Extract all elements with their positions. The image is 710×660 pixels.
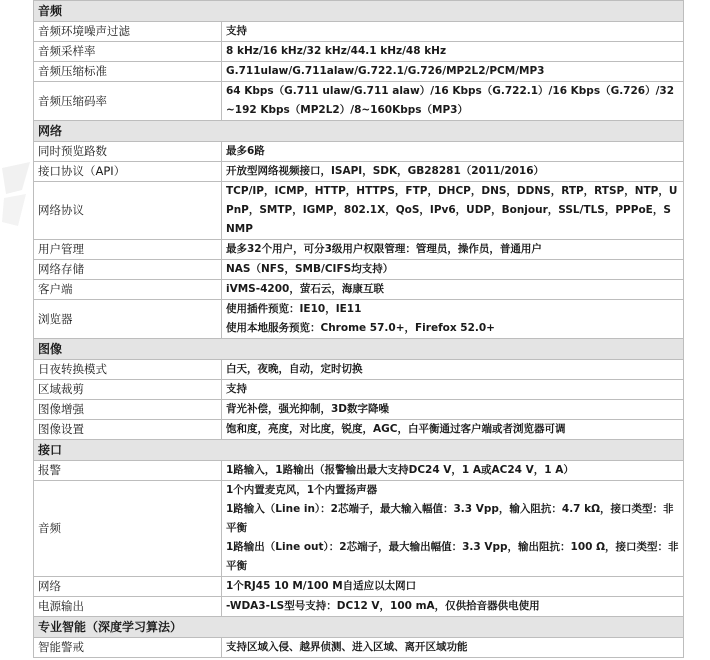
spec-value xyxy=(222,420,684,440)
spec-label: 用户管理 xyxy=(34,240,222,260)
spec-value xyxy=(222,638,684,658)
spec-label: 网络存储 xyxy=(34,260,222,280)
table-row xyxy=(34,182,684,240)
table-row xyxy=(34,481,684,577)
spec-label: 音频 xyxy=(34,481,222,577)
section-title: 专业智能（深度学习算法） xyxy=(34,617,684,638)
spec-value-line: 1个RJ45 10 M/100 M自适应以太网口 xyxy=(226,580,417,592)
spec-label: 日夜转换模式 xyxy=(34,360,222,380)
spec-value xyxy=(222,42,684,62)
spec-value xyxy=(222,400,684,420)
table-row xyxy=(34,42,684,62)
spec-table-body xyxy=(34,1,684,658)
spec-value-line: 使用本地服务预览：Chrome 57.0+，Firefox 52.0+ xyxy=(226,322,495,334)
spec-label: 电源输出 xyxy=(34,597,222,617)
section-title: 接口 xyxy=(34,440,684,461)
table-row xyxy=(34,400,684,420)
spec-value xyxy=(222,300,684,339)
spec-label: 接口协议（API） xyxy=(34,162,222,182)
spec-value xyxy=(222,162,684,182)
spec-label: 图像设置 xyxy=(34,420,222,440)
spec-value xyxy=(222,380,684,400)
section-title: 网络 xyxy=(34,121,684,142)
section-header xyxy=(34,617,684,638)
spec-value-line: 8 kHz/16 kHz/32 kHz/44.1 kHz/48 kHz xyxy=(226,45,447,57)
spec-value-line: G.711ulaw/G.711alaw/G.722.1/G.726/MP2L2/PCM/MP3 xyxy=(226,65,545,77)
section-title: 图像 xyxy=(34,339,684,360)
spec-value xyxy=(222,461,684,481)
spec-value-line: 白天，夜晚，自动，定时切换 xyxy=(226,363,363,375)
table-row xyxy=(34,62,684,82)
table-row xyxy=(34,280,684,300)
spec-value xyxy=(222,22,684,42)
table-row xyxy=(34,142,684,162)
spec-value xyxy=(222,62,684,82)
spec-value-line: 1路输入（Line in）：2芯端子，最大输入幅值：3.3 Vpp，输入阻抗：4.7 kΩ，接口类型：非平衡 xyxy=(226,503,674,534)
spec-value-line: 1路输入，1路输出（报警输出最大支持DC24 V，1 A或AC24 V，1 A） xyxy=(226,464,574,476)
spec-value-line: 饱和度，亮度，对比度，锐度，AGC，白平衡通过客户端或者浏览器可调 xyxy=(226,423,566,435)
brand-watermark-icon xyxy=(0,160,34,230)
spec-value-line: 1个内置麦克风，1个内置扬声器 xyxy=(226,484,378,496)
spec-value-line: NAS（NFS，SMB/CIFS均支持） xyxy=(226,263,394,275)
section-header xyxy=(34,121,684,142)
section-header xyxy=(34,440,684,461)
spec-label: 同时预览路数 xyxy=(34,142,222,162)
section-header xyxy=(34,1,684,22)
spec-table xyxy=(33,0,684,658)
spec-value-line: TCP/IP，ICMP，HTTP，HTTPS，FTP，DHCP，DNS，DDNS，RTP，RTSP，NTP，UPnP，SMTP，IGMP，802.1X，QoS，IPv6，UDP，Bonjour，SSL/TLS，PPPoE，SNMP xyxy=(226,185,678,235)
table-row xyxy=(34,240,684,260)
table-row xyxy=(34,380,684,400)
table-row xyxy=(34,260,684,280)
spec-label: 客户端 xyxy=(34,280,222,300)
spec-label: 图像增强 xyxy=(34,400,222,420)
spec-value-line: iVMS-4200，萤石云，海康互联 xyxy=(226,283,384,295)
spec-value xyxy=(222,260,684,280)
table-row xyxy=(34,577,684,597)
section-title: 音频 xyxy=(34,1,684,22)
spec-label: 音频压缩码率 xyxy=(34,82,222,121)
spec-value-line: 使用插件预览：IE10，IE11 xyxy=(226,303,362,315)
spec-value xyxy=(222,280,684,300)
table-row xyxy=(34,82,684,121)
spec-value-line: 1路输出（Line out）：2芯端子，最大输出幅值：3.3 Vpp，输出阻抗：100 Ω，接口类型：非平衡 xyxy=(226,541,679,572)
spec-value-line: 64 Kbps（G.711 ulaw/G.711 alaw）/16 Kbps（G.722.1）/16 Kbps（G.726）/32~192 Kbps（MP2L2）/8~160Kbps（MP3） xyxy=(226,85,675,116)
spec-value xyxy=(222,577,684,597)
spec-value-line: 背光补偿，强光抑制，3D数字降噪 xyxy=(226,403,390,415)
spec-value xyxy=(222,597,684,617)
spec-value xyxy=(222,360,684,380)
spec-label: 区域裁剪 xyxy=(34,380,222,400)
spec-label: 音频采样率 xyxy=(34,42,222,62)
spec-label: 网络协议 xyxy=(34,182,222,240)
spec-value-line: 支持 xyxy=(226,383,247,395)
table-row xyxy=(34,300,684,339)
spec-value xyxy=(222,182,684,240)
section-header xyxy=(34,339,684,360)
table-row xyxy=(34,638,684,658)
table-row xyxy=(34,461,684,481)
table-row xyxy=(34,162,684,182)
spec-value-line: 支持区域入侵、越界侦测、进入区域、离开区域功能 xyxy=(226,641,468,653)
spec-value xyxy=(222,82,684,121)
spec-label: 浏览器 xyxy=(34,300,222,339)
spec-value-line: 支持 xyxy=(226,25,247,37)
spec-value xyxy=(222,240,684,260)
spec-value-line: 最多32个用户，可分3级用户权限管理：管理员，操作员，普通用户 xyxy=(226,243,542,255)
spec-label: 报警 xyxy=(34,461,222,481)
spec-label: 智能警戒 xyxy=(34,638,222,658)
spec-label: 网络 xyxy=(34,577,222,597)
spec-label: 音频环境噪声过滤 xyxy=(34,22,222,42)
table-row xyxy=(34,597,684,617)
spec-value-line: -WDA3-LS型号支持：DC12 V，100 mA，仅供拾音器供电使用 xyxy=(226,600,540,612)
table-row xyxy=(34,360,684,380)
spec-label: 音频压缩标准 xyxy=(34,62,222,82)
table-row xyxy=(34,420,684,440)
table-row xyxy=(34,22,684,42)
spec-value-line: 开放型网络视频接口，ISAPI，SDK，GB28281（2011/2016） xyxy=(226,165,545,177)
spec-value-line: 最多6路 xyxy=(226,145,265,157)
spec-value xyxy=(222,142,684,162)
spec-value xyxy=(222,481,684,577)
